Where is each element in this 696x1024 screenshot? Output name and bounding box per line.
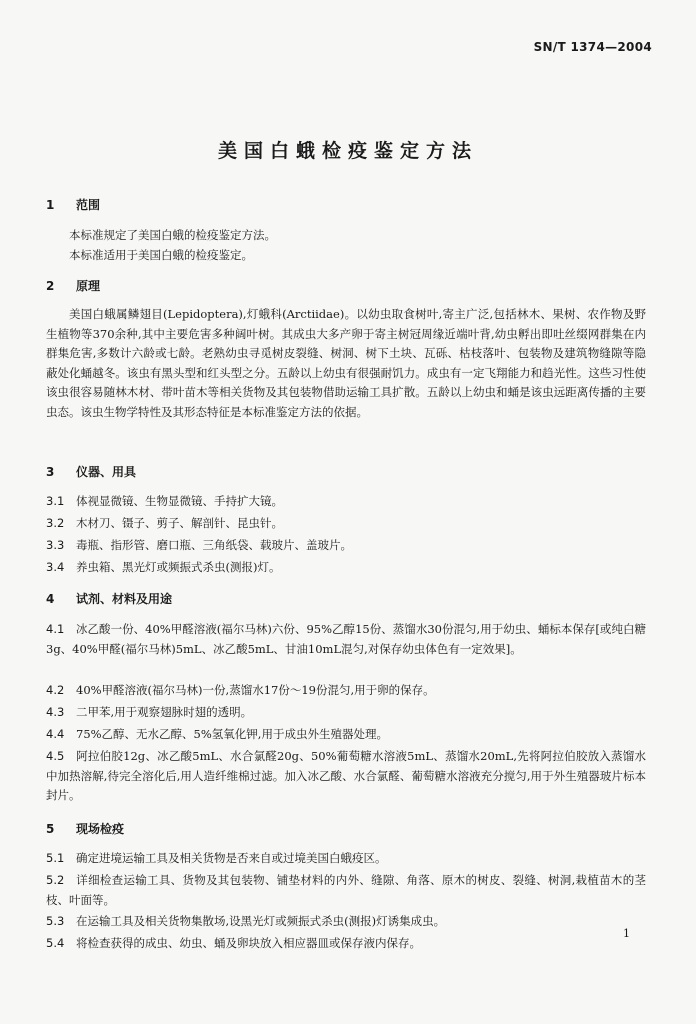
document-title: 美国白蛾检疫鉴定方法: [217, 140, 478, 162]
standard-code: SN/T 1374—2004: [533, 40, 652, 54]
item-4-3: 4.3 二甲苯,用于观察翅脉时翅的透明。: [46, 705, 253, 719]
section-4-heading: 4 试剂、材料及用途: [46, 592, 173, 606]
page-number: 1: [623, 927, 630, 940]
item-3-3: 3.3 毒瓶、指形管、磨口瓶、三角纸袋、载玻片、盖玻片。: [46, 538, 352, 552]
section-1-heading: 1 范围: [46, 198, 101, 212]
item-4-1: 4.1 冰乙酸一份、40%甲醛溶液(福尔马林)六份、95%乙醇15份、蒸馏水30份混匀,用于幼虫、蛹标本保存[或纯白糖3g、40%甲醛(福尔马林)5mL、冰乙酸5mL、甘油10mL混匀,对保存幼虫体色有一定效果]。: [46, 622, 646, 656]
section-2-heading: 2 原理: [46, 279, 101, 293]
section-1-para-1: 本标准规定了美国白蛾的检疫鉴定方法。: [69, 228, 276, 242]
item-5-2: 5.2 详细检查运输工具、货物及其包装物、铺垫材料的内外、缝隙、角落、原木的树皮、裂缝、树洞,栽植苗木的茎枝、叶面等。: [46, 873, 646, 907]
item-5-3: 5.3 在运输工具及相关货物集散场,设黑光灯或频振式杀虫(测报)灯诱集成虫。: [46, 914, 446, 928]
section-5-heading: 5 现场检疫: [46, 822, 125, 836]
item-3-4: 3.4 养虫箱、黑光灯或频振式杀虫(测报)灯。: [46, 560, 281, 574]
section-1-para-2: 本标准适用于美国白蛾的检疫鉴定。: [69, 248, 253, 262]
item-3-1: 3.1 体视显微镜、生物显微镜、手持扩大镜。: [46, 494, 283, 508]
item-4-4: 4.4 75%乙醇、无水乙醇、5%氢氧化钾,用于成虫外生殖器处理。: [46, 727, 388, 741]
item-4-2: 4.2 40%甲醛溶液(福尔马林)一份,蒸馏水17份～19份混匀,用于卵的保存。: [46, 683, 435, 697]
section-3-heading: 3 仪器、用具: [46, 465, 137, 479]
item-5-4: 5.4 将检查获得的成虫、幼虫、蛹及卵块放入相应器皿或保存液内保存。: [46, 936, 421, 950]
section-2-para-1: 美国白蛾属鳞翅目(Lepidoptera),灯蛾科(Arctiidae)。以幼虫取食树叶,寄主广泛,包括林木、果树、农作物及野生植物等370余种,其中主要危害多种阔叶树。其成虫大多产卵于寄主树冠周缘近端叶背,幼虫孵出即吐丝缀网群集在内群集危害,多数计六龄或七龄。老熟幼虫寻觅树皮裂缝、树洞、树下土块、瓦砾、枯枝落叶、包装物及建筑物缝隙等隐蔽处化蛹越冬。该虫有黑头型和红头型之分。五龄以上幼虫有很强耐饥力。成虫有一定飞翔能力和趋光性。这些习性使该虫很容易随林木材、带叶苗木等相关货物及其包装物借助运输工具扩散。五龄以上幼虫和蛹是该虫远距离传播的主要虫态。该虫生物学特性及其形态特征是本标准鉴定方法的依据。: [46, 307, 646, 419]
item-5-1: 5.1 确定进境运输工具及相关货物是否来自或过境美国白蛾疫区。: [46, 851, 387, 865]
item-3-2: 3.2 木材刀、镊子、剪子、解剖针、昆虫针。: [46, 516, 283, 530]
item-4-5: 4.5 阿拉伯胶12g、冰乙酸5mL、水合氯醛20g、50%葡萄糖水溶液5mL、蒸馏水20mL,先将阿拉伯胶放入蒸馏水中加热溶解,待完全溶化后,用人造纤维棉过滤。加入冰乙酸、水合氯醛、葡萄糖水溶液充分搅匀,用于外生殖器玻片标本封片。: [46, 749, 646, 802]
